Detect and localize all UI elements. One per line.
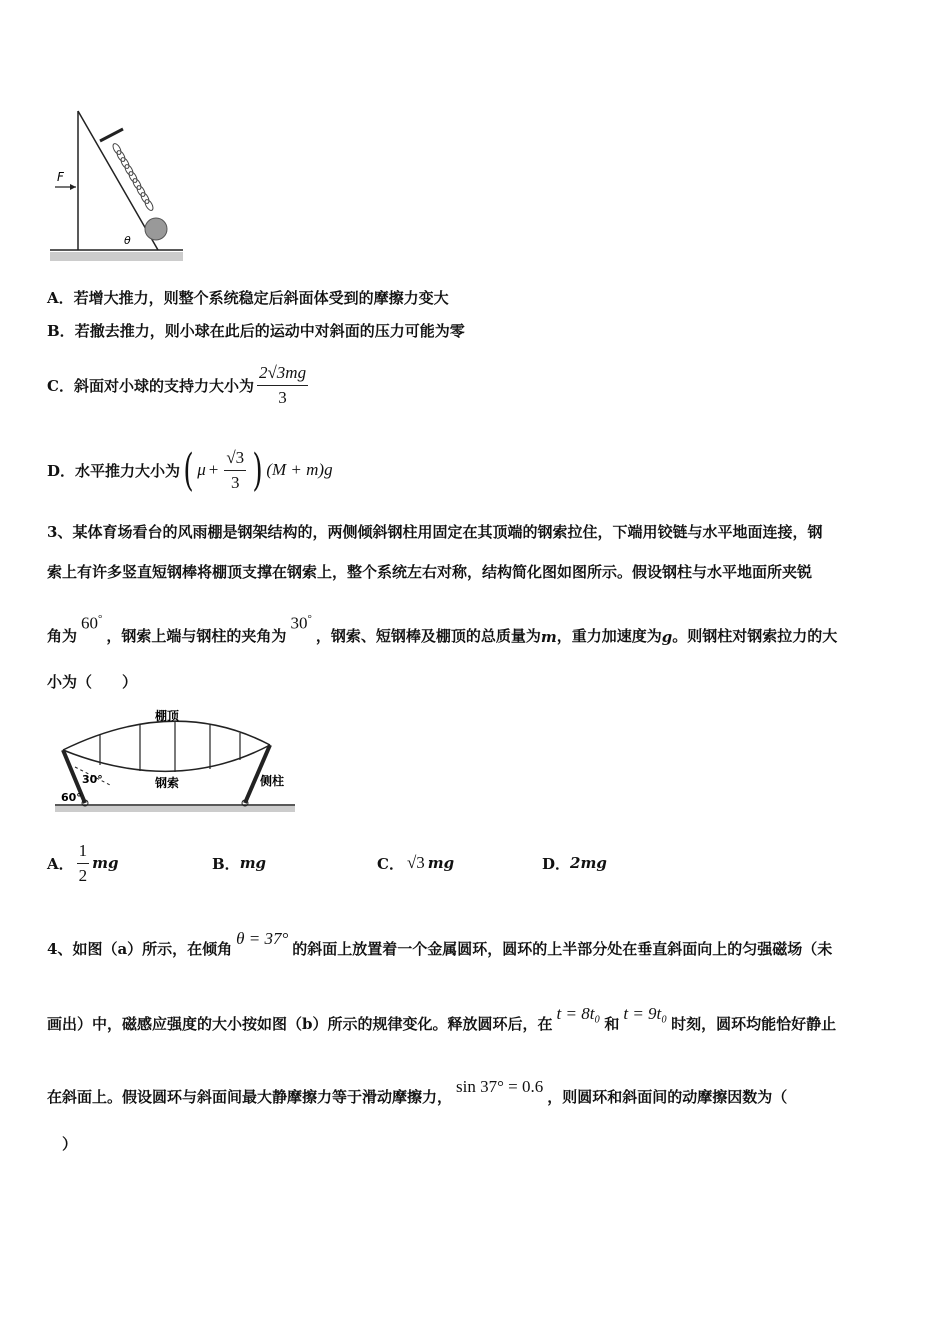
option-letter: D．	[47, 461, 76, 480]
q3-line3: 角为 60° ，钢索上端与钢柱的夹角为 30° ，钢索、短钢棒及棚顶的总质量为 m ，重力加速度为 g 。则钢柱对钢索拉力的大	[47, 613, 838, 646]
ground-hatch	[50, 252, 183, 261]
option-letter: A．	[47, 289, 74, 307]
denominator: 3	[231, 472, 240, 492]
q2-option-a[interactable]	[47, 287, 449, 308]
pillar-label: 侧柱	[260, 774, 285, 788]
q2-figure	[45, 105, 190, 265]
q4-line1: 4、 如图（a）所示，在倾角 θ = 37° 的斜面上放置着一个金属圆环，圆环的上半部分处在垂直斜面向上的匀强磁场（未	[47, 929, 833, 958]
theta-expr: θ = 37°	[236, 929, 289, 948]
question-number: 3、	[47, 523, 73, 541]
q2-option-b[interactable]	[47, 320, 465, 341]
option-text: 斜面对小球的支持力大小为	[73, 376, 254, 395]
q4-line3: 在斜面上。假设圆环与斜面间最大静摩擦力等于滑动摩擦力， sin 37° = 0.6 ，则圆环和斜面间的动摩擦因数为（	[47, 1077, 788, 1106]
option-letter: D．	[542, 854, 571, 873]
fraction	[224, 448, 246, 493]
q3-figure	[55, 705, 295, 820]
option-letter: B．	[47, 322, 75, 340]
q3-option-d[interactable]	[542, 838, 607, 888]
roof-arc	[63, 721, 270, 750]
q3-option-a[interactable]	[47, 838, 119, 888]
q2-option-d[interactable]: D． 水平推力大小为 ( μ + $\frac{√3}{3}$ ) (M + m)g	[47, 444, 333, 496]
sin-expr: sin 37° = 0.6	[456, 1077, 544, 1096]
sqrt: √3	[406, 853, 425, 872]
option-text: 若撤去推力，则小球在此后的运动中对斜面的压力可能为零	[74, 322, 465, 340]
numerator: 1	[77, 841, 90, 864]
option-tail: (M + m)g	[266, 460, 333, 479]
denominator: 2	[78, 865, 88, 885]
q4-line4: ）	[62, 1135, 78, 1153]
angle-30-label: 30°	[82, 773, 103, 786]
roof-label: 棚顶	[155, 709, 180, 723]
q3-line2: 索上有许多竖直短钢棒将棚顶支撑在钢索上，整个系统左右对称，结构简化图如图所示。假设钢柱与水平地面所夹锐	[47, 563, 813, 581]
denominator: 3	[278, 387, 287, 407]
time-9t0: t = 9t₀	[623, 1004, 668, 1023]
option-letter: C．	[377, 854, 404, 873]
angle-label: θ	[124, 234, 131, 247]
option-tail: mg	[239, 854, 267, 872]
q4-line2: 画出）中，磁感应强度的大小按如图（b）所示的规律变化。释放圆环后，在 t = 8t₀ 和 t = 9t₀ 时刻，圆环均能恰好静止	[47, 1004, 837, 1033]
q2-option-c[interactable]	[47, 355, 311, 415]
q3-option-b[interactable]	[212, 838, 266, 888]
option-letter: B．	[212, 854, 240, 873]
option-tail: 2mg	[570, 854, 607, 872]
question-number: 4、	[47, 940, 73, 958]
mu-symbol: μ	[197, 460, 206, 479]
angle-60-label: 60°	[61, 791, 82, 804]
force-label: F	[57, 170, 64, 184]
cable-label: 钢索	[155, 776, 180, 790]
angle-60: 60°	[81, 613, 103, 633]
option-tail: mg	[92, 854, 119, 872]
ball	[145, 218, 167, 240]
time-8t0: t = 8t₀	[556, 1004, 601, 1023]
angle-30: 30°	[290, 613, 312, 633]
option-letter: C．	[47, 376, 74, 395]
option-text: 若增大推力，则整个系统稳定后斜面体受到的摩擦力变大	[73, 289, 449, 307]
fraction	[77, 841, 90, 886]
ground-hatch	[55, 806, 295, 812]
cable-arc	[63, 745, 270, 771]
option-tail: mg	[427, 854, 455, 872]
q3-option-c[interactable]	[377, 838, 454, 888]
numerator: √3	[224, 448, 246, 471]
option-letter: A．	[47, 854, 74, 873]
force-arrow-head	[70, 184, 76, 190]
option-text: 水平推力大小为	[75, 461, 181, 480]
spring-mount	[100, 129, 123, 141]
q3-line1: 3、某体育场看台的风雨棚是钢架结构的，两侧倾斜钢柱用固定在其顶端的钢索拉住，下端用铰链与水平地面连接，钢	[47, 523, 823, 541]
spring-coil	[111, 142, 154, 211]
fraction	[257, 363, 308, 408]
numerator: 2√3mg	[257, 363, 308, 386]
q3-line4: 小为（ ）	[47, 673, 138, 691]
